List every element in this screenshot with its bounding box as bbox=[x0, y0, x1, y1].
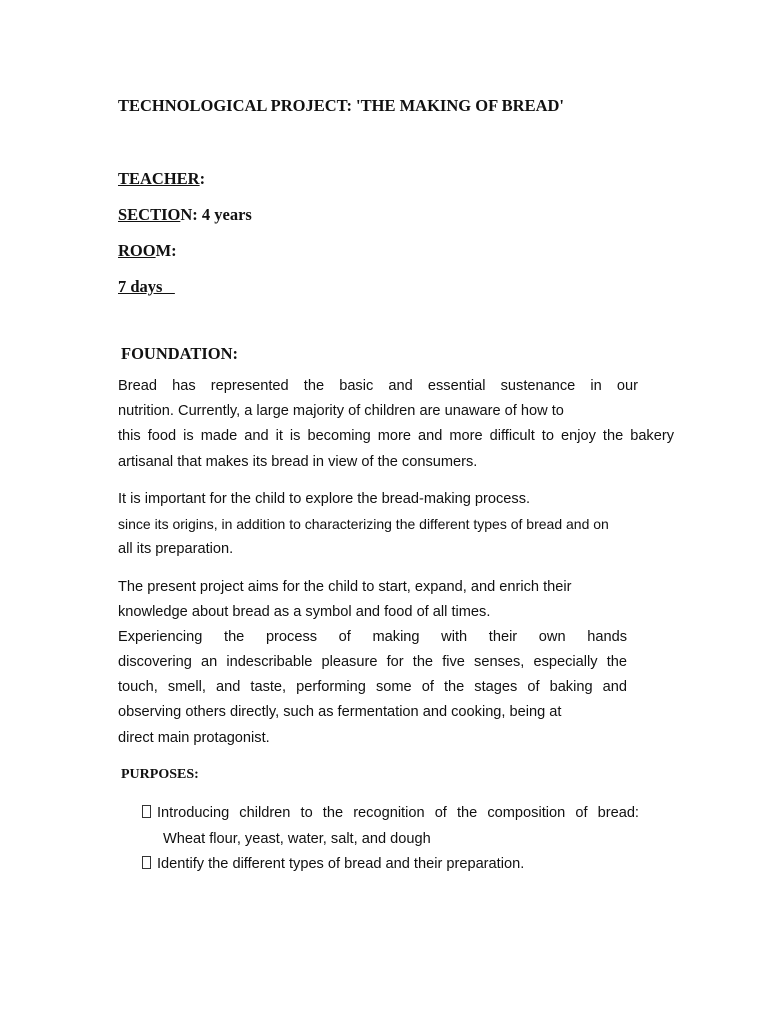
purposes-heading: PURPOSES: bbox=[121, 767, 199, 782]
purpose-item-1-continuation: Wheat flour, yeast, water, salt, and dough bbox=[163, 831, 431, 847]
foundation-line-9: knowledge about bread as a symbol and food of all times. bbox=[118, 604, 491, 620]
foundation-line-11: discovering an indescribable pleasure for the five senses, especially the bbox=[118, 654, 627, 670]
foundation-heading: FOUNDATION: bbox=[121, 344, 239, 363]
teacher-label: TEACHER bbox=[118, 169, 200, 188]
section-label: SECTIO bbox=[118, 205, 181, 224]
foundation-line-10: Experiencing the process of making with their own hands bbox=[118, 629, 627, 645]
room-label: ROO bbox=[118, 241, 156, 260]
purpose-item-2-text: Identify the different types of bread and their preparation. bbox=[157, 856, 525, 872]
bullet-box-icon bbox=[142, 805, 151, 818]
document-title: TECHNOLOGICAL PROJECT: 'THE MAKING OF BREAD' bbox=[118, 96, 564, 115]
duration-underline-tail bbox=[162, 277, 174, 296]
foundation-line-2: nutrition. Currently, a large majority of children are unaware of how to bbox=[118, 403, 564, 419]
duration-value: 7 days bbox=[118, 277, 163, 296]
bullet-box-icon bbox=[142, 856, 151, 869]
purpose-item-2 bbox=[142, 855, 524, 873]
teacher-colon: : bbox=[199, 169, 206, 188]
room-field bbox=[118, 241, 177, 261]
foundation-line-4: artisanal that makes its bread in view of the consumers. bbox=[118, 454, 478, 470]
foundation-line-12: touch, smell, and taste, performing some of the stages of baking and bbox=[118, 679, 627, 695]
purpose-item-1 bbox=[142, 804, 639, 822]
foundation-line-3: this food is made and it is becoming more and more difficult to enjoy the bakery bbox=[118, 428, 674, 444]
duration-field bbox=[118, 277, 175, 297]
foundation-line-5: It is important for the child to explore the bread-making process. bbox=[118, 491, 531, 507]
foundation-line-6: since its origins, in addition to characterizing the different types of bread and on bbox=[118, 516, 609, 532]
purpose-item-1-text: Introducing children to the recognition of the composition of bread: bbox=[157, 805, 639, 821]
foundation-line-8: The present project aims for the child to start, expand, and enrich their bbox=[118, 579, 572, 595]
section-value: N: 4 years bbox=[180, 205, 252, 224]
foundation-line-7: all its preparation. bbox=[118, 541, 234, 557]
foundation-line-1: Bread has represented the basic and essential sustenance in our bbox=[118, 378, 638, 394]
teacher-field bbox=[118, 169, 205, 189]
foundation-line-14: direct main protagonist. bbox=[118, 730, 270, 746]
section-field bbox=[118, 205, 252, 225]
room-value: M: bbox=[155, 241, 177, 260]
foundation-line-13: observing others directly, such as fermentation and cooking, being at bbox=[118, 704, 562, 720]
